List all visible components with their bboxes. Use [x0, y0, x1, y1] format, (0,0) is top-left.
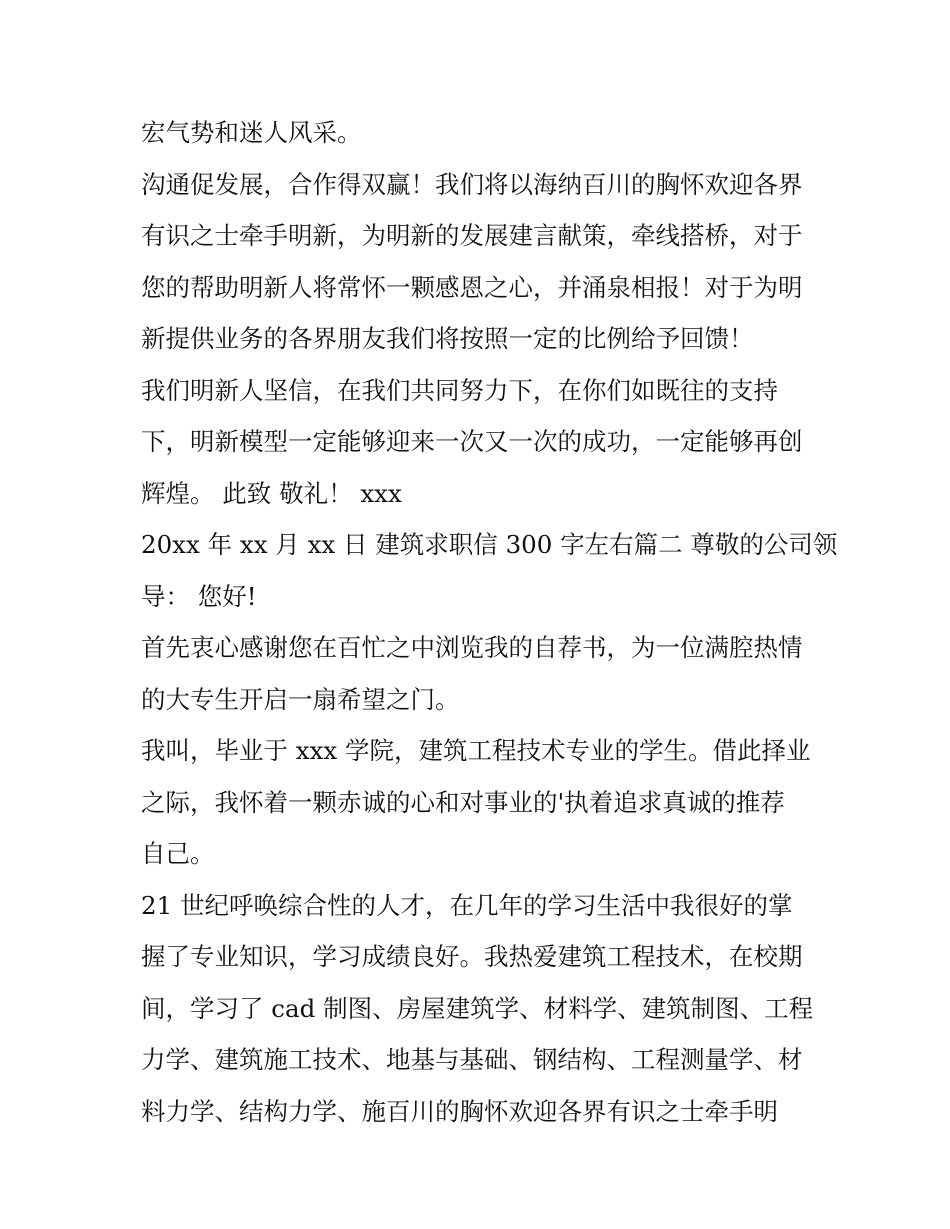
text-line: 力学、建筑施工技术、地基与基础、钢结构、工程测量学、材 — [141, 1045, 803, 1074]
text-line: 沟通促发展，合作得双赢！我们将以海纳百川的胸怀欢迎各界 — [141, 169, 803, 199]
text-line: 自己。 — [141, 839, 215, 868]
text-line: 您的帮助明新人将常怀一颗感恩之心，并涌泉相报！对于为明 — [141, 272, 803, 302]
text-line: 宏气势和迷人风采。 — [141, 118, 362, 147]
text-line: 辉煌。 此致 敬礼！ xxx — [141, 478, 402, 508]
text-line: 的大专生开启一扇希望之门。 — [141, 684, 460, 714]
text-line: 握了专业知识，学习成绩良好。我热爱建筑工程技术，在校期 — [141, 942, 803, 971]
text-line: 我们明新人坚信，在我们共同努力下，在你们如既往的支持 — [141, 375, 778, 405]
text-line: 我叫，毕业于 xxx 学院，建筑工程技术专业的学生。借此择业 — [141, 736, 811, 765]
text-line: 间，学习了 cad 制图、房屋建筑学、材料学、建筑制图、工程 — [141, 993, 814, 1023]
text-line: 下，明新模型一定能够迎来一次又一次的成功，一定能够再创 — [141, 427, 803, 456]
text-line: 21 世纪呼唤综合性的人才，在几年的学习生活中我很好的掌 — [141, 890, 793, 920]
text-line: 之际，我怀着一颗赤诚的心和对事业的'执着追求真诚的推荐 — [141, 787, 785, 817]
text-line: 20xx 年 xx 月 xx 日 建筑求职信 300 字左右篇二 尊敬的公司领 — [141, 530, 838, 559]
text-line: 料力学、结构力学、施百川的胸怀欢迎各界有识之士牵手明 — [141, 1096, 778, 1126]
text-line: 有识之士牵手明新，为明新的发展建言献策，牵线搭桥，对于 — [141, 221, 803, 250]
text-line: 首先衷心感谢您在百忙之中浏览我的自荐书，为一位满腔热情 — [141, 633, 803, 662]
body-text — [141, 107, 838, 1137]
text-line: 导： 您好! — [141, 581, 257, 611]
text-line: 新提供业务的各界朋友我们将按照一定的比例给予回馈！ — [141, 324, 754, 353]
